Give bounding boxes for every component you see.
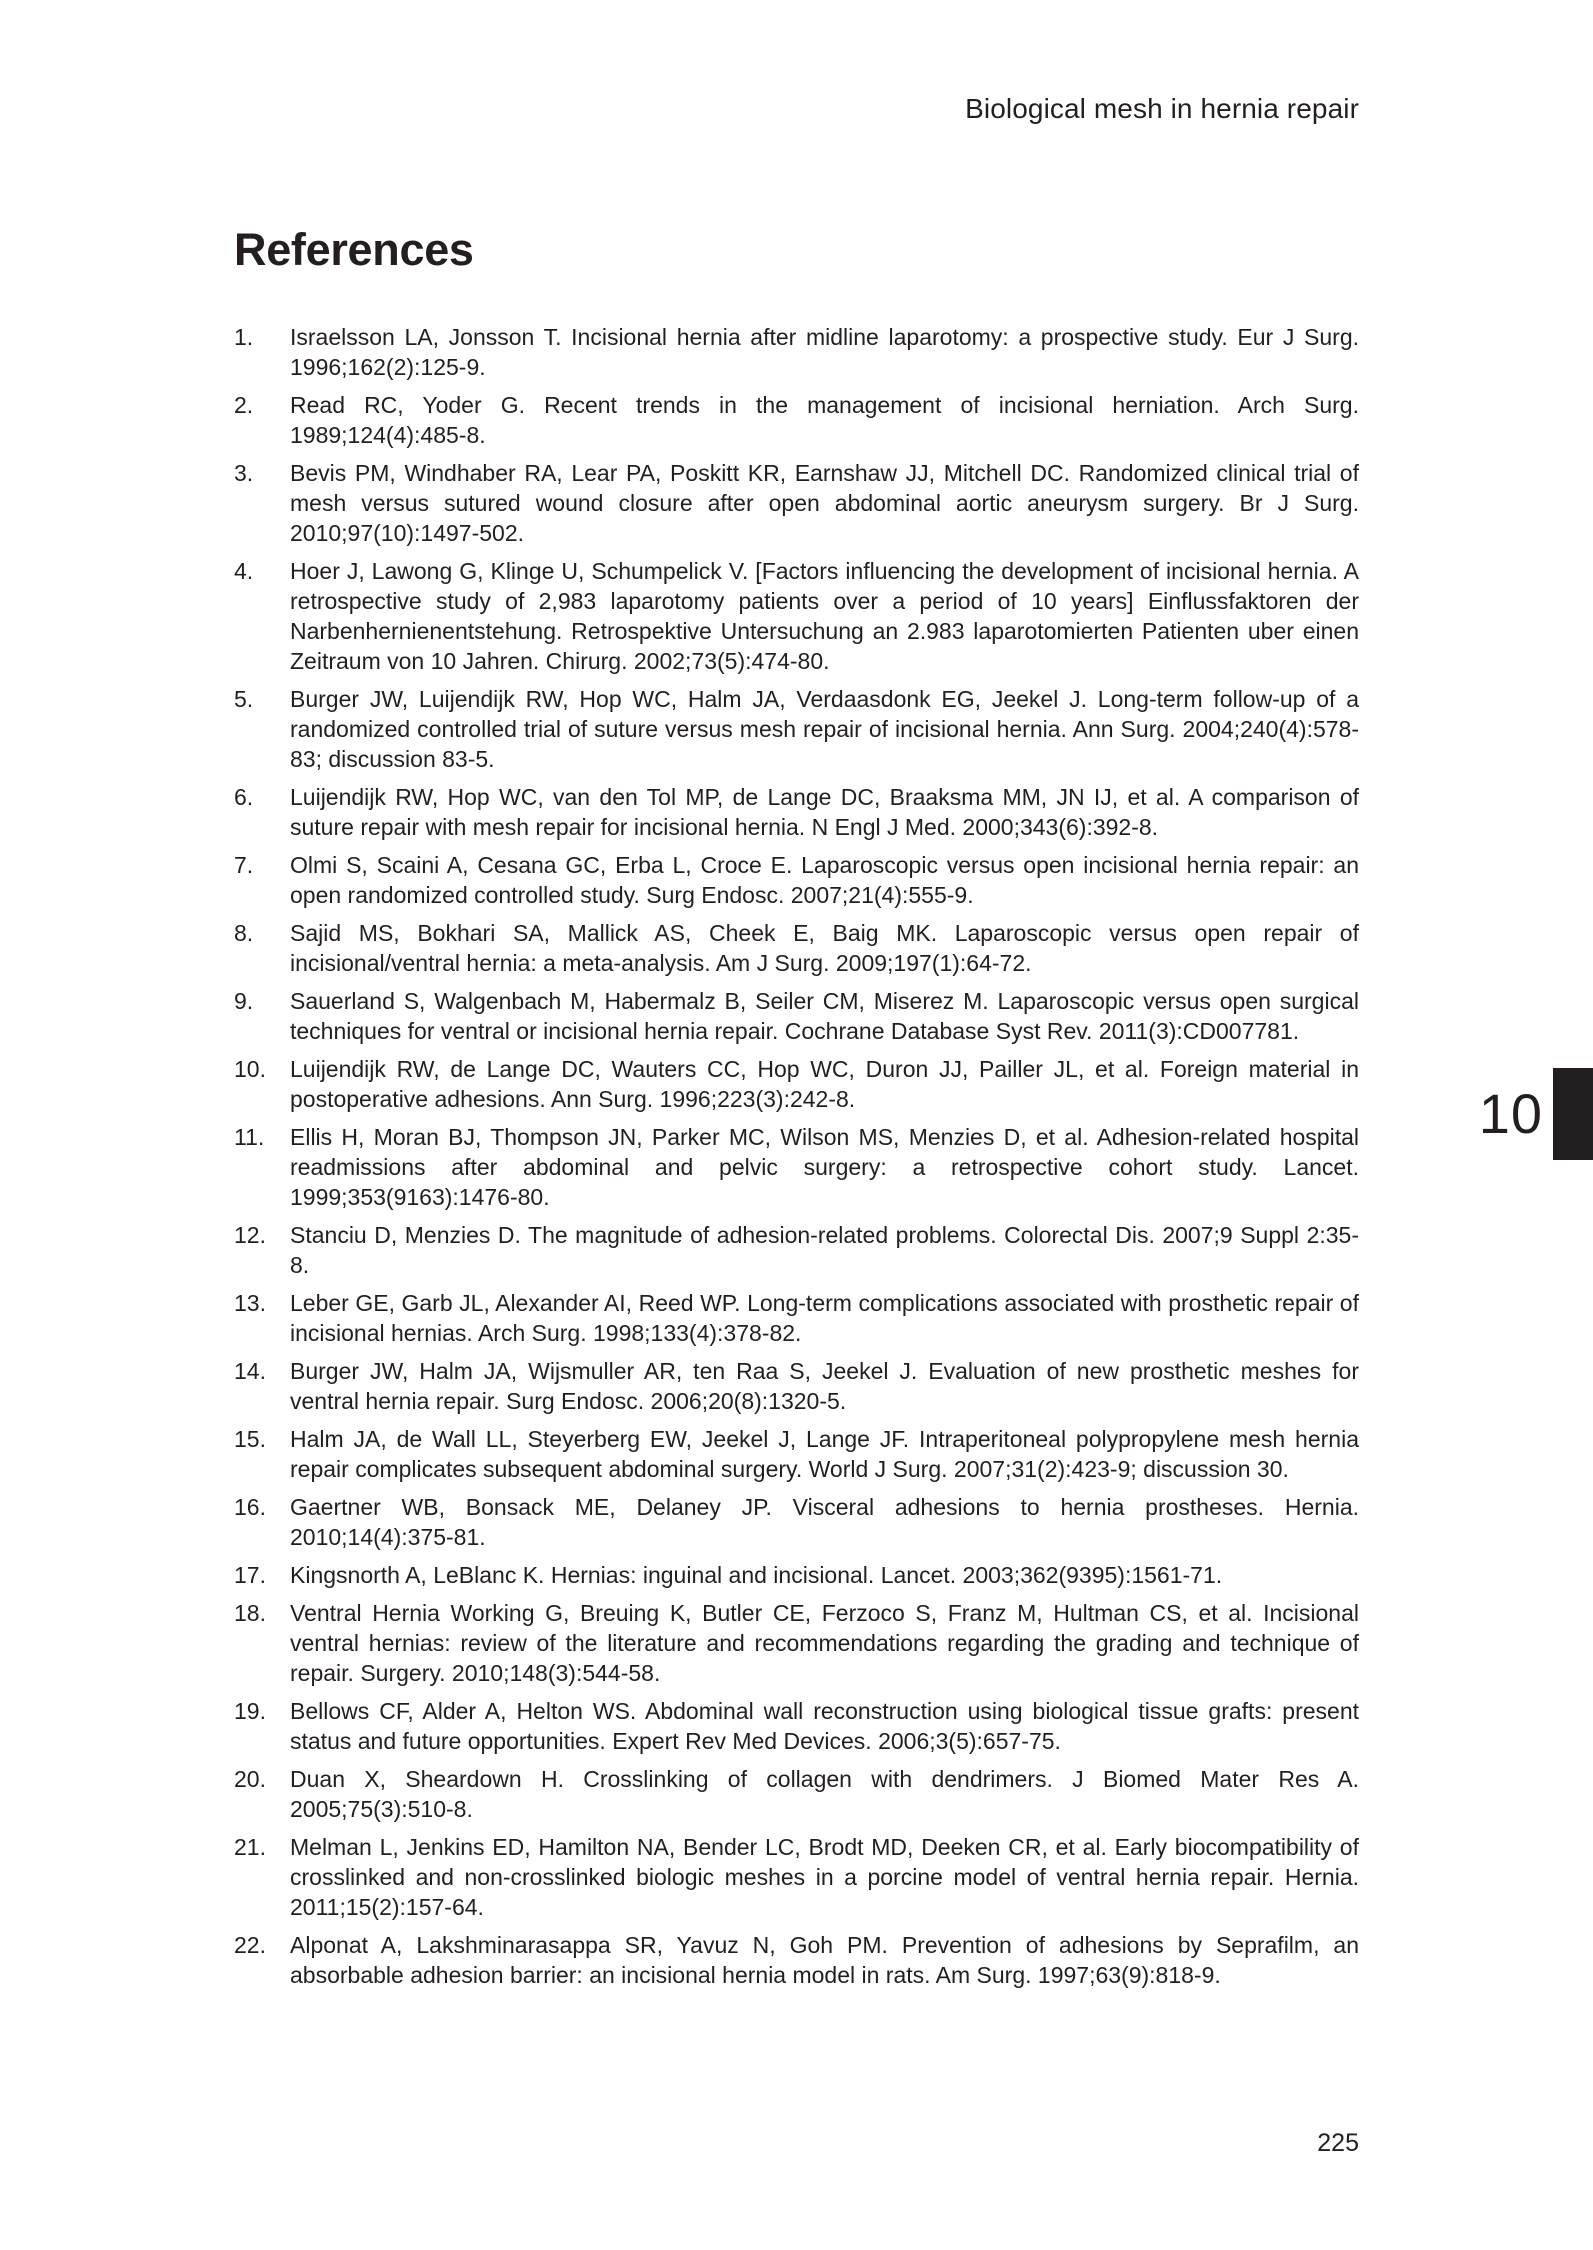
reference-text: Ventral Hernia Working G, Breuing K, Butler CE, Ferzoco S, Franz M, Hultman CS, et al. Incisional ventral hernias: review of the literature and recommendations regarding the grading and technique of repair. Surgery. 2010;148(3):544-58.	[290, 1600, 1359, 1686]
reference-text: Melman L, Jenkins ED, Hamilton NA, Bender LC, Brodt MD, Deeken CR, et al. Early biocompatibility of crosslinked and non-crosslinked biologic meshes in a porcine model of ventral hernia repair. Hernia. 2011;15(2):157-64.	[290, 1834, 1359, 1920]
reference-number: 7.	[234, 852, 254, 878]
reference-number: 10.	[234, 1056, 266, 1082]
reference-list	[234, 322, 1359, 1998]
reference-text: Duan X, Sheardown H. Crosslinking of collagen with dendrimers. J Biomed Mater Res A. 2005;75(3):510-8.	[290, 1766, 1359, 1822]
reference-item	[234, 1598, 1359, 1688]
reference-number: 9.	[234, 988, 254, 1014]
reference-item	[234, 458, 1359, 548]
reference-text: Burger JW, Halm JA, Wijsmuller AR, ten Raa S, Jeekel J. Evaluation of new prosthetic meshes for ventral hernia repair. Surg Endosc. 2006;20(8):1320-5.	[290, 1358, 1359, 1414]
reference-item	[234, 556, 1359, 676]
chapter-thumb-tab	[1553, 1068, 1593, 1160]
reference-item	[234, 1356, 1359, 1416]
reference-number: 2.	[234, 392, 254, 418]
reference-item	[234, 782, 1359, 842]
reference-text: Kingsnorth A, LeBlanc K. Hernias: inguinal and incisional. Lancet. 2003;362(9395):1561-71.	[290, 1562, 1223, 1588]
reference-text: Olmi S, Scaini A, Cesana GC, Erba L, Croce E. Laparoscopic versus open incisional hernia repair: an open randomized controlled study. Surg Endosc. 2007;21(4):555-9.	[290, 852, 1359, 908]
reference-item	[234, 1424, 1359, 1484]
reference-item	[234, 1832, 1359, 1922]
reference-text: Sajid MS, Bokhari SA, Mallick AS, Cheek E, Baig MK. Laparoscopic versus open repair of incisional/ventral hernia: a meta-analysis. Am J Surg. 2009;197(1):64-72.	[290, 920, 1359, 976]
reference-text: Hoer J, Lawong G, Klinge U, Schumpelick V. [Factors influencing the development of incisional hernia. A retrospective study of 2,983 laparotomy patients over a period of 10 years] Einflussfaktoren der Narbenhernienentstehung. Retrospektive Untersuchung an 2.983 laparotomierten Patienten uber einen Zeitraum von 10 Jahren. Chirurg. 2002;73(5):474-80.	[290, 558, 1359, 674]
reference-item	[234, 1930, 1359, 1990]
reference-item	[234, 322, 1359, 382]
reference-number: 20.	[234, 1766, 266, 1792]
reference-item	[234, 918, 1359, 978]
reference-item	[234, 850, 1359, 910]
reference-text: Read RC, Yoder G. Recent trends in the management of incisional herniation. Arch Surg. 1989;124(4):485-8.	[290, 392, 1359, 448]
reference-text: Ellis H, Moran BJ, Thompson JN, Parker MC, Wilson MS, Menzies D, et al. Adhesion-related hospital readmissions after abdominal and pelvic surgery: a retrospective cohort study. Lancet. 1999;353(9163):1476-80.	[290, 1124, 1359, 1210]
reference-number: 17.	[234, 1562, 266, 1588]
reference-item	[234, 1764, 1359, 1824]
reference-item	[234, 1220, 1359, 1280]
page-number: 225	[1317, 2129, 1359, 2157]
reference-text: Bellows CF, Alder A, Helton WS. Abdominal wall reconstruction using biological tissue grafts: present status and future opportunities. Expert Rev Med Devices. 2006;3(5):657-75.	[290, 1698, 1359, 1754]
reference-number: 12.	[234, 1222, 266, 1248]
reference-item	[234, 986, 1359, 1046]
reference-text: Gaertner WB, Bonsack ME, Delaney JP. Visceral adhesions to hernia prostheses. Hernia. 2010;14(4):375-81.	[290, 1494, 1359, 1550]
references-heading: References	[234, 224, 474, 275]
reference-number: 6.	[234, 784, 254, 810]
reference-item	[234, 1696, 1359, 1756]
reference-text: Israelsson LA, Jonsson T. Incisional hernia after midline laparotomy: a prospective study. Eur J Surg. 1996;162(2):125-9.	[290, 324, 1359, 380]
reference-number: 5.	[234, 686, 254, 712]
reference-number: 19.	[234, 1698, 266, 1724]
reference-text: Luijendijk RW, Hop WC, van den Tol MP, de Lange DC, Braaksma MM, JN IJ, et al. A comparison of suture repair with mesh repair for incisional hernia. N Engl J Med. 2000;343(6):392-8.	[290, 784, 1359, 840]
reference-item	[234, 390, 1359, 450]
reference-text: Sauerland S, Walgenbach M, Habermalz B, Seiler CM, Miserez M. Laparoscopic versus open surgical techniques for ventral or incisional hernia repair. Cochrane Database Syst Rev. 2011(3):CD007781.	[290, 988, 1359, 1044]
chapter-number: 10	[1478, 1082, 1543, 1145]
running-title: Biological mesh in hernia repair	[965, 93, 1359, 124]
reference-number: 15.	[234, 1426, 266, 1452]
reference-text: Bevis PM, Windhaber RA, Lear PA, Poskitt KR, Earnshaw JJ, Mitchell DC. Randomized clinical trial of mesh versus sutured wound closure after open abdominal aortic aneurysm surgery. Br J Surg. 2010;97(10):1497-502.	[290, 460, 1359, 546]
reference-number: 18.	[234, 1600, 266, 1626]
reference-number: 1.	[234, 324, 254, 350]
reference-text: Leber GE, Garb JL, Alexander AI, Reed WP. Long-term complications associated with prosthetic repair of incisional hernias. Arch Surg. 1998;133(4):378-82.	[290, 1290, 1359, 1346]
reference-item	[234, 1054, 1359, 1114]
reference-number: 4.	[234, 558, 254, 584]
reference-item	[234, 1560, 1359, 1590]
reference-text: Luijendijk RW, de Lange DC, Wauters CC, Hop WC, Duron JJ, Pailler JL, et al. Foreign material in postoperative adhesions. Ann Surg. 1996;223(3):242-8.	[290, 1056, 1359, 1112]
reference-item	[234, 1492, 1359, 1552]
reference-text: Stanciu D, Menzies D. The magnitude of adhesion-related problems. Colorectal Dis. 2007;9 Suppl 2:35-8.	[290, 1222, 1359, 1278]
reference-number: 14.	[234, 1358, 266, 1384]
reference-text: Burger JW, Luijendijk RW, Hop WC, Halm JA, Verdaasdonk EG, Jeekel J. Long-term follow-up of a randomized controlled trial of suture versus mesh repair of incisional hernia. Ann Surg. 2004;240(4):578-83; discussion 83-5.	[290, 686, 1359, 772]
reference-number: 8.	[234, 920, 254, 946]
reference-number: 21.	[234, 1834, 266, 1860]
reference-number: 22.	[234, 1932, 266, 1958]
reference-number: 3.	[234, 460, 254, 486]
reference-item	[234, 1122, 1359, 1212]
reference-number: 16.	[234, 1494, 266, 1520]
reference-number: 13.	[234, 1290, 266, 1316]
reference-item	[234, 1288, 1359, 1348]
reference-number: 11.	[234, 1124, 265, 1150]
reference-text: Halm JA, de Wall LL, Steyerberg EW, Jeekel J, Lange JF. Intraperitoneal polypropylene mesh hernia repair complicates subsequent abdominal surgery. World J Surg. 2007;31(2):423-9; discussion 30.	[290, 1426, 1359, 1482]
reference-item	[234, 684, 1359, 774]
reference-text: Alponat A, Lakshminarasappa SR, Yavuz N, Goh PM. Prevention of adhesions by Seprafilm, an absorbable adhesion barrier: an incisional hernia model in rats. Am Surg. 1997;63(9):818-9.	[290, 1932, 1359, 1988]
